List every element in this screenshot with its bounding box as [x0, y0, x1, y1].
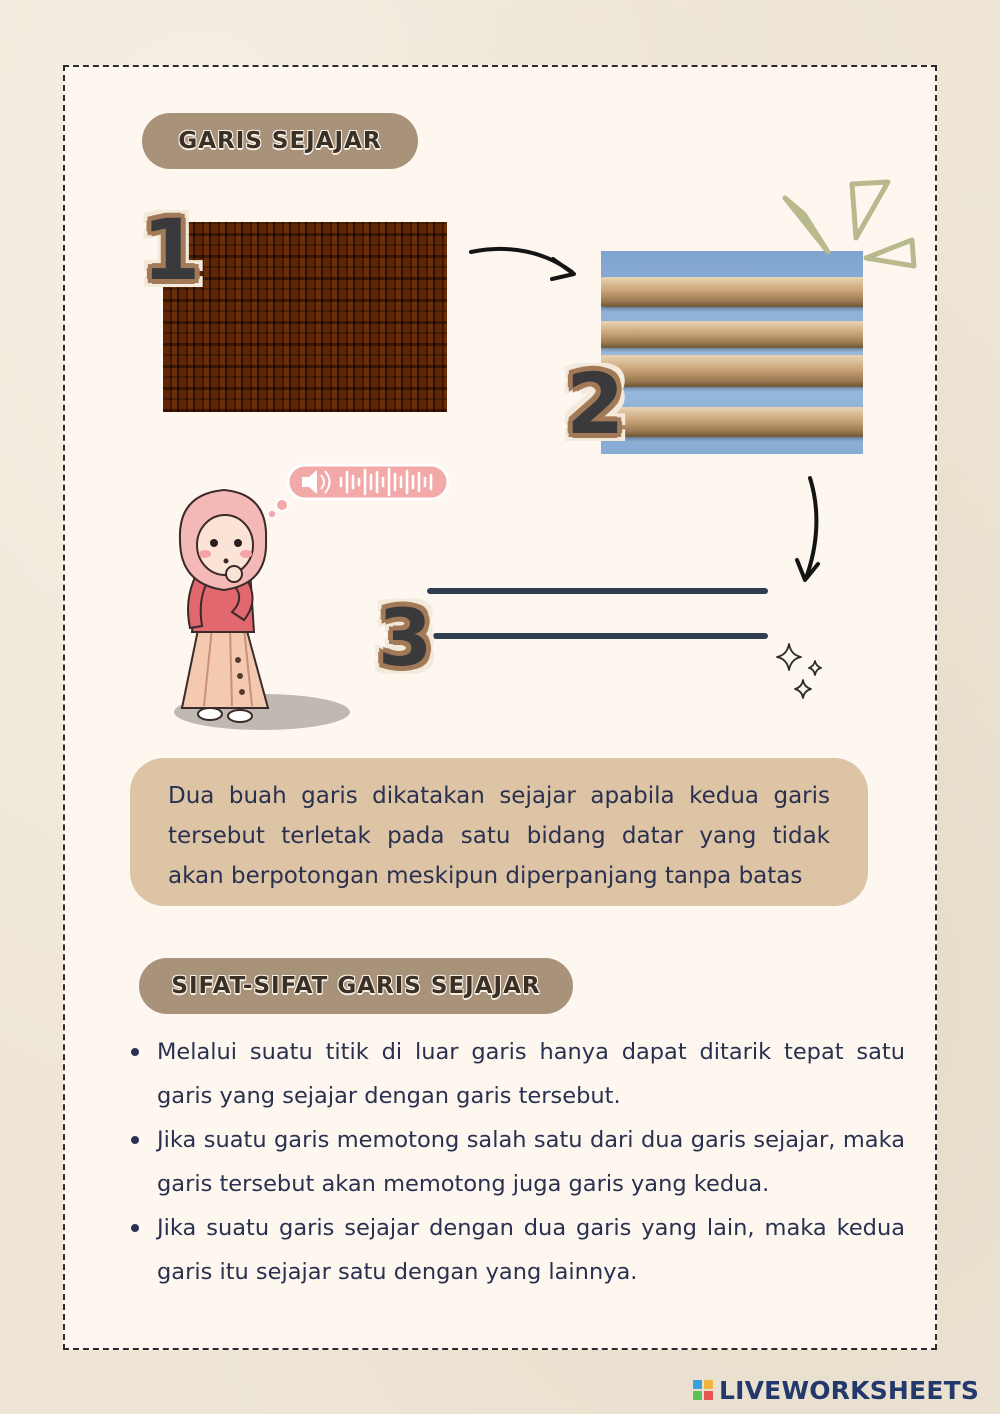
step-number-3: 3 [378, 594, 433, 684]
section-heading-garis-sejajar: GARIS SEJAJAR [142, 113, 418, 169]
curved-arrow-icon [471, 249, 574, 279]
list-item: Jika suatu garis memotong salah satu dari dua garis sejajar, maka garis tersebut akan memotong juga garis yang kedua. [125, 1118, 905, 1206]
logo-grid-icon [693, 1380, 713, 1400]
list-item: Melalui suatu titik di luar garis hanya dapat ditarik tepat satu garis yang sejajar dengan garis tersebut. [125, 1030, 905, 1118]
burst-icon [785, 182, 914, 266]
curved-arrow-icon [797, 478, 818, 580]
section-heading-sifat-sifat: SIFAT-SIFAT GARIS SEJAJAR [139, 958, 573, 1014]
brand-name: LIVEWORKSHEETS [719, 1375, 980, 1405]
audio-bubble[interactable] [268, 465, 448, 518]
liveworksheets-logo[interactable] [693, 1376, 979, 1404]
girl-character-illustration [174, 490, 350, 730]
step-number-2: 2 [566, 355, 625, 453]
properties-list [125, 1030, 905, 1294]
list-item: Jika suatu garis sejajar dengan dua garis yang lain, maka kedua garis itu sejajar satu dengan yang lainnya. [125, 1206, 905, 1294]
definition-box: Dua buah garis dikatakan sejajar apabila kedua garis tersebut terletak pada satu bidang datar yang tidak akan berpotongan meskipun diperpanjang tanpa batas [130, 758, 868, 906]
step-number-1: 1 [142, 201, 201, 299]
sparkle-icon [777, 644, 821, 698]
